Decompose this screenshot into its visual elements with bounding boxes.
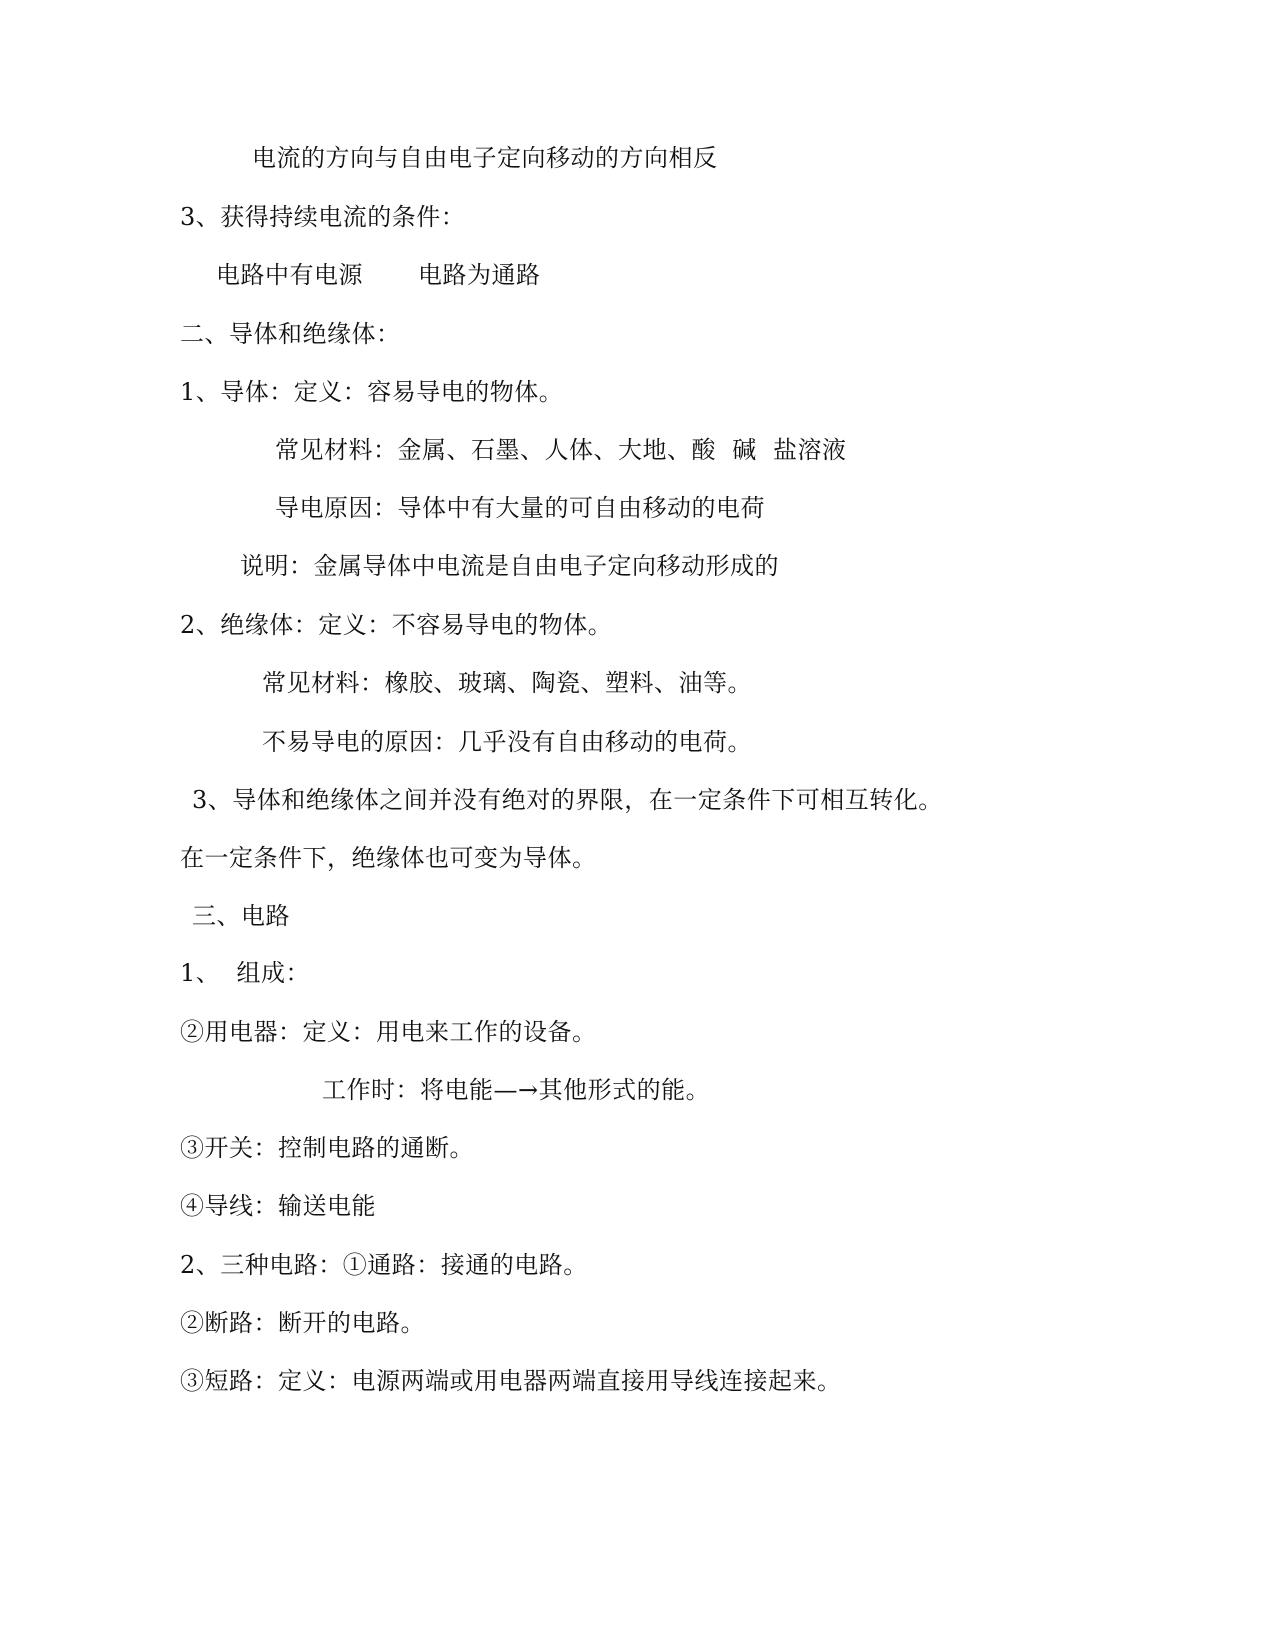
text-line-no-absolute-boundary: 3、导体和绝缘体之间并没有绝对的界限，在一定条件下可相互转化。 [192, 786, 943, 814]
heading-three-circuits-closed: 2、三种电路：①通路：接通的电路。 [180, 1251, 588, 1279]
text-line-conductor-materials: 常见材料：金属、石墨、人体、大地、酸 碱 盐溶液 [275, 436, 847, 464]
heading-continuous-current-conditions: 3、获得持续电流的条件： [180, 203, 466, 231]
text-line-insulation-reason: 不易导电的原因：几乎没有自由移动的电荷。 [262, 728, 752, 756]
text-line-open-circuit: ②断路：断开的电路。 [180, 1309, 425, 1337]
section-heading-conductors-insulators: 二、导体和绝缘体： [180, 320, 401, 348]
heading-conductor-definition: 1、导体：定义：容易导电的物体。 [180, 378, 564, 406]
text-line-conduction-reason: 导电原因：导体中有大量的可自由移动的电荷 [275, 494, 765, 522]
text-line-closed-circuit: 电路为通路 [418, 261, 541, 289]
text-line-insulator-materials: 常见材料：橡胶、玻璃、陶瓷、塑料、油等。 [262, 669, 752, 697]
text-line-switch: ③开关：控制电路的通断。 [180, 1134, 474, 1162]
heading-circuit-components: 1、 组成： [180, 959, 311, 987]
text-line-metal-conductor-note: 说明：金属导体中电流是自由电子定向移动形成的 [240, 552, 779, 580]
text-line-current-direction: 电流的方向与自由电子定向移动的方向相反 [252, 144, 718, 172]
text-line-energy-conversion: 工作时：将电能—→其他形式的能。 [322, 1076, 711, 1104]
text-line-appliance-definition: ②用电器：定义：用电来工作的设备。 [180, 1018, 597, 1046]
text-line-wire: ④导线：输送电能 [180, 1192, 376, 1220]
heading-insulator-definition: 2、绝缘体：定义：不容易导电的物体。 [180, 611, 613, 639]
text-line-short-circuit: ③短路：定义：电源两端或用电器两端直接用导线连接起来。 [180, 1367, 842, 1395]
text-line-insulator-becomes-conductor: 在一定条件下，绝缘体也可变为导体。 [180, 844, 597, 872]
section-heading-circuit: 三、电路 [192, 902, 290, 930]
text-line-power-source: 电路中有电源 [216, 261, 363, 289]
